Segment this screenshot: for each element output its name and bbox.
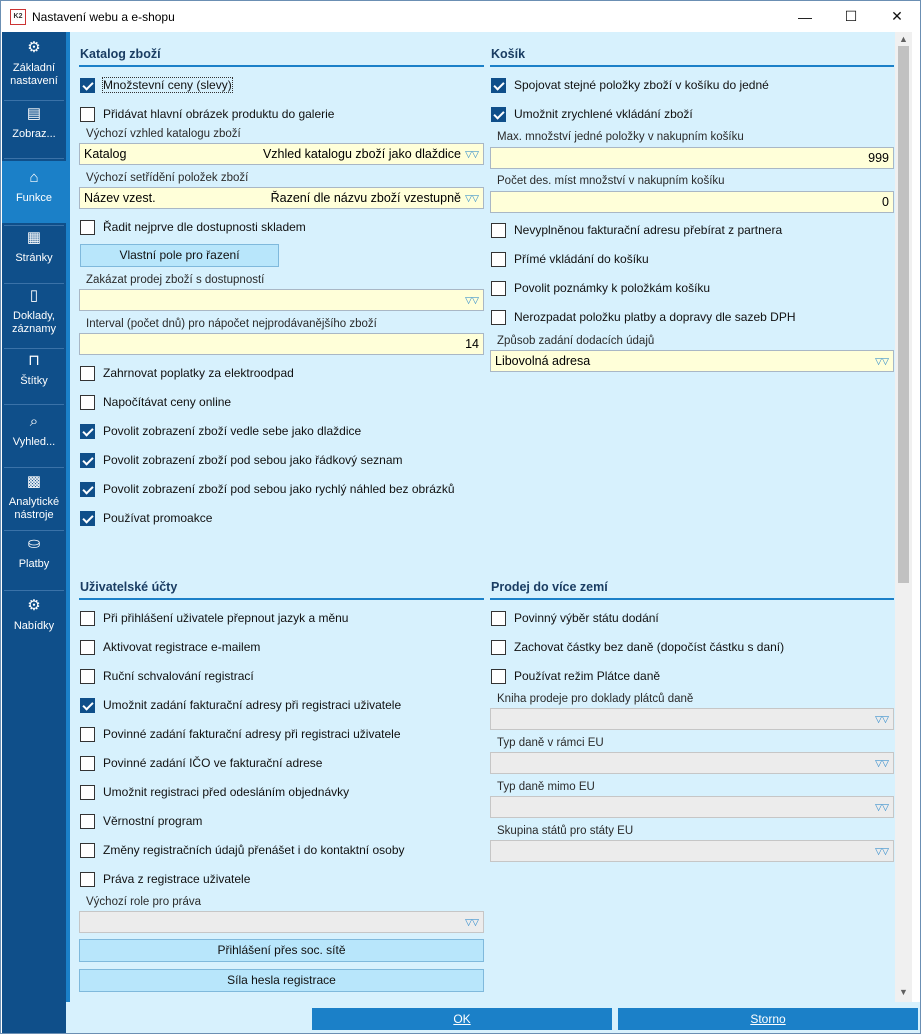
checkbox-povinne-fa[interactable]: Povinné zadání fakturační adresy při registraci uživatele (80, 725, 401, 743)
section-title-kosik: Košík (491, 47, 526, 61)
checkbox-prime-vkladani[interactable]: Přímé vkládání do košíku (491, 250, 649, 268)
input-interval[interactable]: 14 (79, 333, 484, 355)
checkbox-zachovat-castky[interactable]: Zachovat částky bez daně (dopočíst částku s daní) (491, 638, 784, 656)
dialog-footer (66, 1002, 920, 1033)
sidebar-item-label: Vyhled... (12, 436, 56, 448)
input-max-mnozstvi[interactable]: 999 (490, 147, 894, 169)
select-vychozi-role[interactable] (79, 911, 484, 933)
checkbox-icon[interactable] (80, 843, 95, 858)
checkbox-icon[interactable] (491, 107, 506, 122)
section-divider (490, 65, 894, 67)
checkbox-icon[interactable] (80, 814, 95, 829)
pages-icon: ▦ (26, 229, 42, 246)
checkbox-icon[interactable] (80, 727, 95, 742)
section-title-zeme: Prodej do více zemí (491, 580, 608, 594)
section-divider (490, 598, 894, 600)
sidebar-item-label: Doklady, záznamy (11, 310, 57, 335)
sidebar-item-doklady[interactable] (2, 288, 66, 348)
section-divider (79, 65, 484, 67)
dropdown-icon[interactable]: ▽▽ (465, 917, 479, 927)
checkbox-icon[interactable] (491, 252, 506, 267)
sidebar-item-label: Základní nastavení (10, 62, 58, 87)
offer-icon: ⚙ (27, 597, 41, 614)
section-divider (79, 598, 484, 600)
ok-button[interactable]: OK (312, 1008, 612, 1030)
checkbox-icon[interactable] (80, 366, 95, 381)
title-bar (1, 1, 920, 32)
label-skupina-statu: Skupina států pro státy EU (497, 825, 634, 837)
maximize-icon[interactable]: ☐ (844, 8, 858, 24)
dropdown-icon[interactable]: ▽▽ (875, 714, 889, 724)
scroll-down-icon[interactable]: ▼ (899, 987, 908, 997)
checkbox-platce-dane[interactable]: Používat režim Plátce daně (491, 667, 660, 685)
checkbox-povinne-ico[interactable]: Povinné zadání IČO ve fakturační adrese (80, 754, 322, 772)
checkbox-prepnout-jazyk[interactable]: Při přihlášení uživatele přepnout jazyk a měnu (80, 609, 348, 627)
sidebar-item-zakladni[interactable] (2, 40, 66, 98)
label-zakazat-prodej: Zakázat prodej zboží s dostupností (86, 274, 265, 286)
dropdown-icon[interactable]: ▽▽ (465, 193, 479, 203)
checkbox-icon[interactable] (80, 669, 95, 684)
checkbox-radit-dostupnost[interactable]: Řadit nejprve dle dostupnosti skladem (80, 218, 306, 236)
checkbox-icon[interactable] (80, 511, 95, 526)
checkbox-umoznit-fa[interactable]: Umožnit zadání fakturační adresy při registraci uživatele (80, 696, 401, 714)
soc-site-button[interactable]: Přihlášení přes soc. sítě (79, 939, 484, 962)
label-max-mnozstvi: Max. množství jedné položky v nakupním košíku (497, 131, 744, 143)
label-typ-dane-mimo-eu: Typ daně mimo EU (497, 781, 595, 793)
dropdown-icon[interactable]: ▽▽ (875, 846, 889, 856)
select-typ-dane-mimo-eu[interactable] (490, 796, 894, 818)
checkbox-nevyplnenou[interactable]: Nevyplněnou fakturační adresu přebírat z partnera (491, 221, 782, 239)
window-title: Nastavení webu a e-shopu (32, 9, 175, 24)
dropdown-icon[interactable]: ▽▽ (875, 802, 889, 812)
section-title-katalog: Katalog zboží (80, 47, 161, 61)
checkbox-radkovy-seznam[interactable]: Povolit zobrazení zboží pod sebou jako řádkový seznam (80, 451, 403, 469)
search-icon: ⌕ (29, 413, 39, 430)
checkbox-mnozstevni-ceny[interactable]: Množstevní ceny (slevy) (80, 76, 232, 94)
sidebar-item-funkce[interactable] (2, 161, 66, 223)
label-interval: Interval (počet dnů) pro nápočet nejprodávanějšího zboží (86, 318, 377, 330)
sidebar-item-label: Stránky (15, 252, 53, 264)
sidebar-item-label: Analytické nástroje (8, 496, 60, 521)
checkbox-icon[interactable] (80, 482, 95, 497)
checkbox-pridavat-obrazek[interactable]: Přidávat hlavní obrázek produktu do galerie (80, 105, 334, 123)
checkbox-icon[interactable] (80, 872, 95, 887)
scrollbar-thumb[interactable] (898, 46, 909, 583)
checkbox-zmeny-udaju[interactable]: Změny registračních údajů přenášet i do kontaktní osoby (80, 841, 405, 859)
checkbox-prava-registrace[interactable]: Práva z registrace uživatele (80, 870, 250, 888)
checkbox-icon[interactable] (80, 640, 95, 655)
checkbox-promoakce[interactable]: Používat promoakce (80, 509, 212, 527)
checkbox-poplatky[interactable]: Zahrnovat poplatky za elektroodpad (80, 364, 294, 382)
sidebar-item-zobrazeni[interactable] (2, 106, 66, 156)
label-kniha-prodeje: Kniha prodeje pro doklady plátců daně (497, 693, 694, 705)
select-vychozi-vzhled[interactable]: Katalog Vzhled katalogu zboží jako dlaždice ▽▽ (79, 143, 484, 165)
input-des-mist[interactable]: 0 (490, 191, 894, 213)
checkbox-rucni-schvalovani[interactable]: Ruční schvalování registrací (80, 667, 254, 685)
sidebar-item-label: Zobraz... (12, 128, 56, 140)
select-kniha-prodeje[interactable] (490, 708, 894, 730)
checkbox-zrychlene[interactable]: Umožnit zrychlené vkládání zboží (491, 105, 693, 123)
scroll-up-icon[interactable]: ▲ (899, 34, 908, 44)
checkbox-povinny-vyber-statu[interactable]: Povinný výběr státu dodání (491, 609, 659, 627)
dropdown-icon[interactable]: ▽▽ (465, 295, 479, 305)
checkbox-icon[interactable] (491, 611, 506, 626)
checkbox-aktivovat-registrace[interactable]: Aktivovat registrace e-mailem (80, 638, 260, 656)
checkbox-registrace-pred[interactable]: Umožnit registraci před odesláním objednávky (80, 783, 349, 801)
label-vychozi-vzhled: Výchozí vzhled katalogu zboží (86, 128, 241, 140)
sidebar-item-nabidky[interactable] (2, 598, 66, 646)
sidebar-item-stitky[interactable] (2, 353, 66, 401)
select-zakazat-prodej[interactable] (79, 289, 484, 311)
checkbox-icon[interactable] (491, 281, 506, 296)
close-icon[interactable]: ✕ (891, 8, 903, 24)
checkbox-nerozpadat[interactable]: Nerozpadat položku platby a dopravy dle sazeb DPH (491, 308, 796, 326)
sidebar-item-label: Nabídky (13, 620, 55, 632)
checkbox-icon[interactable] (80, 395, 95, 410)
chart-icon: ▩ (26, 473, 42, 490)
checkbox-icon[interactable] (80, 756, 95, 771)
checkbox-spojovat[interactable]: Spojovat stejné položky zboží v košíku do jedné (491, 76, 769, 94)
select-typ-dane-eu[interactable] (490, 752, 894, 774)
payment-icon: ⛀ (27, 535, 41, 552)
sidebar-item-analyticke[interactable] (2, 474, 66, 530)
sidebar (2, 32, 66, 1033)
sidebar-item-label: Štítky (20, 375, 48, 387)
sila-hesla-button[interactable]: Síla hesla registrace (79, 969, 484, 992)
label-vychozi-role: Výchozí role pro práva (86, 896, 202, 908)
section-title-ucty: Uživatelské účty (80, 580, 178, 594)
select-skupina-statu[interactable] (490, 840, 894, 862)
select-vychozi-setrideni[interactable]: Název vzest. Řazení dle názvu zboží vzestupně ▽▽ (79, 187, 484, 209)
sidebar-item-label: Platby (18, 558, 50, 570)
checkbox-icon[interactable] (80, 107, 95, 122)
label-des-mist: Počet des. míst množství v nakupním košíku (497, 175, 725, 187)
dropdown-icon[interactable]: ▽▽ (875, 758, 889, 768)
settings-content (66, 32, 895, 1002)
select-zpusob-zadani[interactable]: Libovolná adresa ▽▽ (490, 350, 894, 372)
checkbox-icon[interactable] (80, 424, 95, 439)
app-icon: K2 (10, 9, 26, 25)
checkbox-dlazdice[interactable]: Povolit zobrazení zboží vedle sebe jako dlaždice (80, 422, 361, 440)
checkbox-icon[interactable] (80, 611, 95, 626)
label-vychozi-setrideni: Výchozí setřídění položek zboží (86, 172, 249, 184)
checkbox-icon[interactable] (491, 223, 506, 238)
checkbox-icon[interactable] (80, 78, 95, 93)
vertical-scrollbar[interactable] (895, 32, 912, 1002)
dropdown-icon[interactable]: ▽▽ (465, 149, 479, 159)
label-zpusob-zadani: Způsob zadání dodacích údajů (497, 335, 655, 347)
checkbox-icon[interactable] (80, 220, 95, 235)
checkbox-icon[interactable] (491, 669, 506, 684)
vlastni-pole-button[interactable]: Vlastní pole pro řazení (80, 244, 279, 267)
sidebar-item-label: Funkce (15, 192, 53, 204)
sidebar-item-stranky[interactable] (2, 230, 66, 280)
checkbox-rychly-nahled[interactable]: Povolit zobrazení zboží pod sebou jako rychlý náhled bez obrázků (80, 480, 455, 498)
gear-icon: ⚙ (27, 39, 41, 56)
display-list-icon: ▤ (26, 105, 42, 122)
checkbox-napocitavat[interactable]: Napočítávat ceny online (80, 393, 231, 411)
minimize-icon[interactable]: — (798, 8, 812, 25)
checkbox-icon[interactable] (80, 453, 95, 468)
label-typ-dane-eu: Typ daně v rámci EU (497, 737, 604, 749)
storno-button[interactable]: Storno (618, 1008, 918, 1030)
dropdown-icon[interactable]: ▽▽ (875, 356, 889, 366)
sidebar-item-platby[interactable] (2, 536, 66, 584)
checkbox-icon[interactable] (80, 785, 95, 800)
tag-icon: ⌂ (29, 169, 39, 186)
bookmark-icon: ⊓ (28, 352, 40, 369)
sidebar-item-vyhledavani[interactable] (2, 414, 66, 462)
checkbox-poznamky[interactable]: Povolit poznámky k položkám košíku (491, 279, 710, 297)
checkbox-icon[interactable] (80, 698, 95, 713)
checkbox-icon[interactable] (491, 78, 506, 93)
checkbox-vernostni-program[interactable]: Věrnostní program (80, 812, 202, 830)
checkbox-icon[interactable] (491, 310, 506, 325)
checkbox-icon[interactable] (491, 640, 506, 655)
document-icon: ▯ (29, 287, 39, 304)
